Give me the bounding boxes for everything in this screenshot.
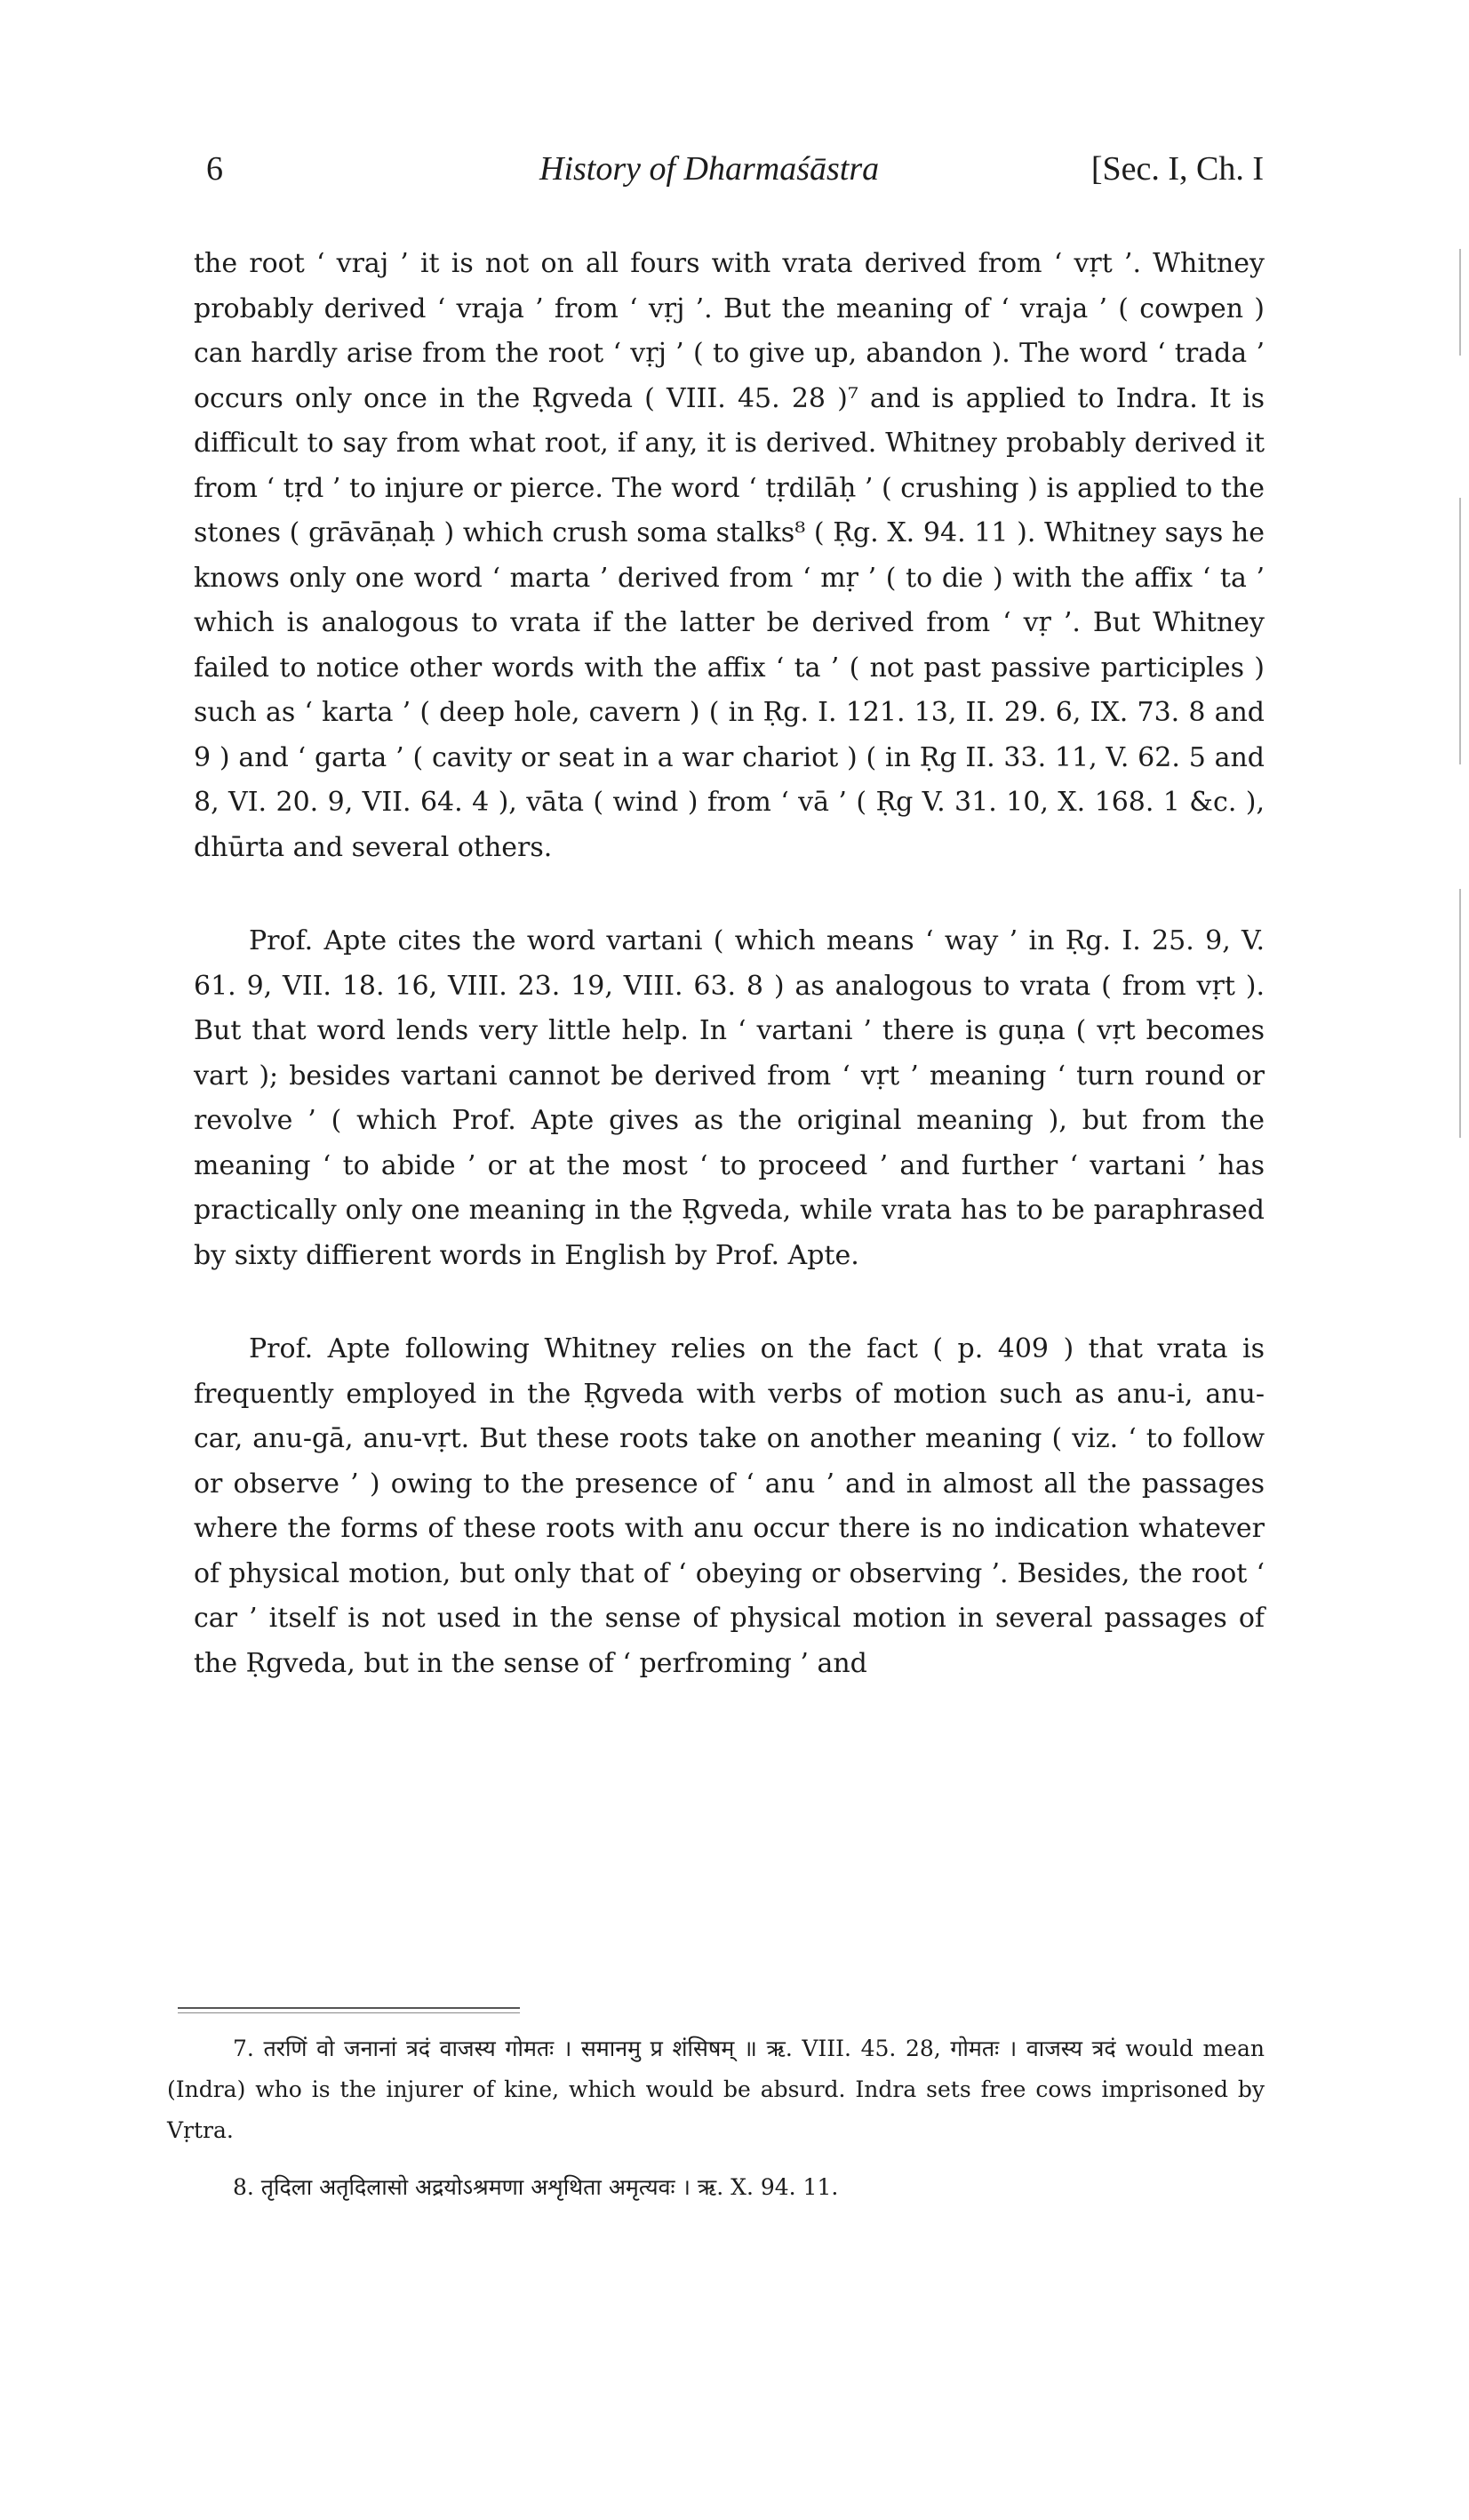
paragraph-2: Prof. Apte cites the word vartani ( which means ‘ way ’ in Ṛg. I. 25. 9, V. 61. 9, VII. 18. 16, VIII. 23. 19, VIII. 63. 8 ) as analogous to vrata ( from vṛt ). But that word lends very little help. In ‘ vartani ’ there is guṇa ( vṛt becomes vart ); besides vartani cannot be derived from ‘ vṛt ’ meaning ‘ turn round or revolve ’ ( which Prof. Apte gives as the original meaning ), but from the meaning ‘ to abide ’ or at the most ‘ to proceed ’ and further ‘ vartani ’ has practically only one meaning in the Ṛgveda, while vrata has to be paraphrased by sixty diffierent words in English by Prof. Apte. xyxy=(194,925,1265,1271)
body-text xyxy=(194,242,1265,1686)
running-title: History of Dharmaśāstra xyxy=(539,150,880,188)
footnotes xyxy=(167,2028,1265,2208)
margin-mark xyxy=(1459,889,1461,1138)
margin-mark xyxy=(1459,249,1461,356)
footnote-7: 7. तरणिं वो जनानां त्रदं वाजस्य गोमतः । समानमु प्र शंसिषम् ॥ ऋ. VIII. 45. 28, गोमतः । वाजस्य त्रदं would mean (Indra) who is the injurer of kine, which would be absurd. Indra sets free cows imprisoned by Vṛtra. xyxy=(167,2036,1265,2143)
section-label: [Sec. I, Ch. I xyxy=(1090,150,1264,188)
footnote-rule xyxy=(178,2007,520,2013)
paragraph-3: Prof. Apte following Whitney relies on the fact ( p. 409 ) that vrata is frequently employed in the Ṛgveda with verbs of motion such as anu-i, anu-car, anu-gā, anu-vṛt. But these roots take on another meaning ( viz. ‘ to follow or observe ’ ) owing to the presence of ‘ anu ’ and in almost all the passages where the forms of these roots with anu occur there is no indication whatever of physical motion, but only that of ‘ obeying or observing ’. Besides, the root ‘ car ’ itself is not used in the sense of physical motion in several passages of the Ṛgveda, but in the sense of ‘ perfroming ’ and xyxy=(194,1333,1265,1679)
running-header xyxy=(206,149,1264,203)
margin-mark xyxy=(1459,498,1461,764)
page-number: 6 xyxy=(206,150,223,188)
paragraph-1: the root ‘ vraj ’ it is not on all fours with vrata derived from ‘ vṛt ’. Whitney probably derived ‘ vraja ’ from ‘ vṛj ’. But the meaning of ‘ vraja ’ ( cowpen ) can hardly arise from the root ‘ vṛj ’ ( to give up, abandon ). The word ‘ trada ’ occurs only once in the Ṛgveda ( VIII. 45. 28 )⁷ and is applied to Indra. It is difficult to say from what root, if any, it is derived. Whitney probably derived it from ‘ tṛd ’ to injure or pierce. The word ‘ tṛdilāḥ ’ ( crushing ) is applied to the stones ( grāvāṇaḥ ) which crush soma stalks⁸ ( Ṛg. X. 94. 11 ). Whitney says he knows only one word ‘ marta ’ derived from ‘ mṛ ’ ( to die ) with the affix ‘ ta ’ which is analogous to vrata if the latter be derived from ‘ vṛ ’. But Whitney failed to notice other words with the affix ‘ ta ’ ( not past passive participles ) such as ‘ karta ’ ( deep hole, cavern ) ( in Ṛg. I. 121. 13, II. 29. 6, IX. 73. 8 and 9 ) and ‘ garta ’ ( cavity or seat in a war chariot ) ( in Ṛg II. 33. 11, V. 62. 5 and 8, VI. 20. 9, VII. 64. 4 ), vāta ( wind ) from ‘ vā ’ ( Ṛg V. 31. 10, X. 168. 1 &c. ), dhūrta and several others. xyxy=(194,248,1265,863)
footnote-8: 8. तृदिला अतृदिलासो अद्रयोऽश्रमणा अशृथिता अमृत्यवः । ऋ. X. 94. 11. xyxy=(233,2174,839,2200)
